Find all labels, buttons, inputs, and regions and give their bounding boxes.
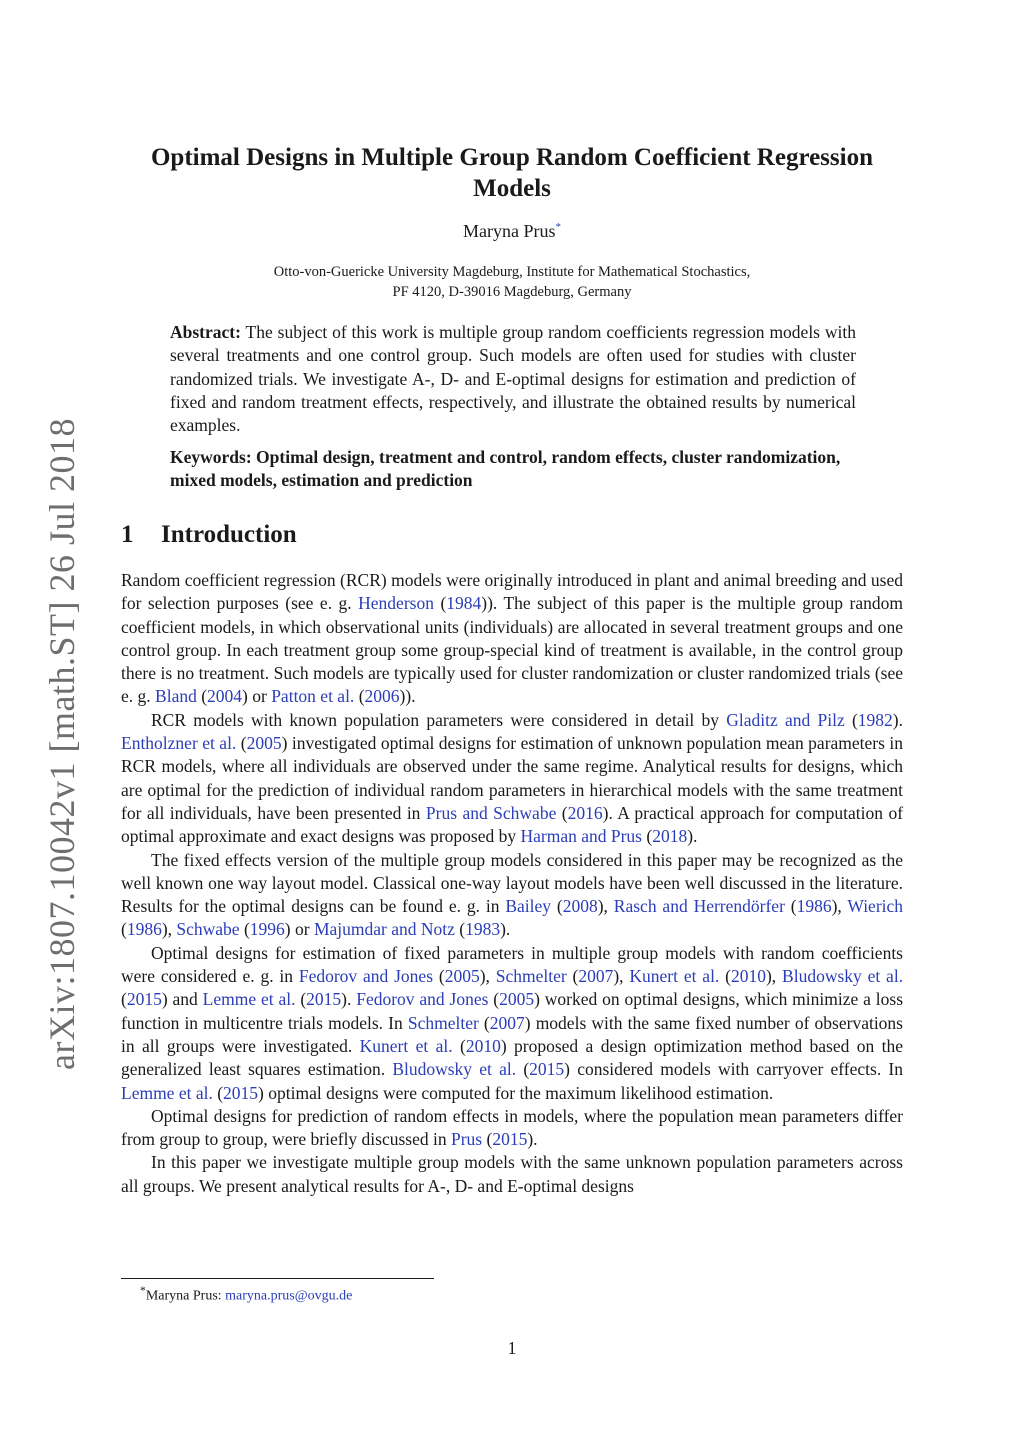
email-link[interactable]: maryna.prus@ovgu.de: [225, 1288, 353, 1304]
citation-link[interactable]: Bludowsky et al.: [392, 1059, 517, 1080]
citation-link[interactable]: Schmelter: [407, 1012, 479, 1033]
citation-link[interactable]: Fedorov and Jones: [298, 966, 434, 987]
paragraph-3: The fixed effects version of the multiple group models considered in this paper may be recognized as the well known one way layout model. Classical one-way layout models have been well discussed in the literature. Results for the optimal designs can be found e. g. in Bailey (2008), Rasch and Herrendörfer (1986), Wierich (1986), Schwabe (1996) or Majumdar and Notz (1983).: [121, 849, 904, 940]
citation-link[interactable]: Schwabe: [176, 919, 240, 940]
footnote-label: Maryna Prus:: [145, 1288, 226, 1304]
paper-title: Optimal Designs in Multiple Group Random Coefficient Regression Models: [150, 144, 873, 202]
citation-link[interactable]: 2010: [730, 966, 766, 987]
citation-link[interactable]: 2015: [529, 1059, 565, 1080]
citation-link[interactable]: 2004: [207, 686, 243, 707]
citation-link[interactable]: 1996: [249, 919, 285, 940]
page-number: 1: [507, 1338, 517, 1358]
citation-link[interactable]: Entholzner et al.: [121, 733, 237, 754]
citation-link[interactable]: 1982: [857, 709, 893, 730]
citation-link[interactable]: 2005: [499, 989, 535, 1010]
citation-link[interactable]: 2006: [364, 686, 400, 707]
citation-link[interactable]: Bland: [155, 686, 197, 707]
citation-link[interactable]: 2015: [223, 1082, 259, 1103]
abstract-label: Abstract:: [170, 322, 241, 342]
author-line: [0, 221, 1024, 242]
footnote: [140, 1284, 352, 1305]
citation-link[interactable]: 2005: [444, 966, 480, 987]
citation-link[interactable]: 2015: [306, 989, 342, 1010]
citation-link[interactable]: Prus: [451, 1129, 483, 1150]
paragraph-5: Optimal designs for prediction of random effects in models, where the population mean parameters differ from group to group, were briefly discussed in Prus (2015).: [121, 1105, 903, 1150]
author-name: Maryna Prus: [463, 221, 556, 241]
citation-link[interactable]: Fedorov and Jones: [356, 989, 489, 1010]
citation-link[interactable]: Gladitz and Pilz: [726, 709, 845, 730]
footnote-rule: [121, 1278, 434, 1279]
citation-link[interactable]: Bludowsky et al.: [782, 966, 904, 987]
citation-link[interactable]: Prus and Schwabe: [425, 802, 557, 823]
citation-link[interactable]: Wierich: [847, 896, 904, 917]
citation-link[interactable]: Rasch and Herrendörfer: [613, 896, 785, 917]
citation-link[interactable]: Majumdar and Notz: [313, 919, 455, 940]
affiliation-line-2: PF 4120, D-39016 Magdeburg, Germany: [392, 284, 632, 300]
citation-link[interactable]: Bailey: [505, 896, 552, 917]
introduction-body: [121, 569, 903, 1198]
citation-link[interactable]: 2007: [578, 966, 614, 987]
citation-link[interactable]: 2016: [567, 802, 603, 823]
abstract-text: The subject of this work is multiple group random coefficients regression models with several treatments and one control group. Such models are often used for studies with cluster randomized trials. We investigate A-, D- and E-optimal designs for estimation and prediction of fixed and random treatment effects, respectively, and illustrate the obtained results by numerical examples.: [170, 322, 856, 436]
citation-link[interactable]: 2010: [465, 1035, 501, 1056]
citation-link[interactable]: Henderson: [358, 593, 434, 614]
citation-link[interactable]: Patton et al.: [271, 686, 355, 707]
citation-link[interactable]: 2015: [126, 989, 162, 1010]
section-heading: [121, 521, 297, 549]
paragraph-2: RCR models with known population parameters were considered in detail by Gladitz and Pilz (1982). Entholzner et al. (2005) investigated optimal designs for estimation of unknown population mean parameters in RCR models, where all individuals are observed under the same regime. Analytical results for designs, which are optimal for the prediction of individual random parameters in hierarchical models with the same treatment for all individuals, have been presented in Prus and Schwabe (2016). A practical approach for computation of optimal approximate and exact designs was proposed by Harman and Prus (2018).: [121, 709, 904, 847]
affiliation: [0, 262, 1024, 302]
citation-link[interactable]: Schmelter: [495, 966, 567, 987]
section-title: Introduction: [161, 521, 297, 548]
citation-link[interactable]: 2015: [492, 1129, 528, 1150]
citation-link[interactable]: Kunert et al.: [359, 1035, 453, 1056]
paragraph-4: Optimal designs for estimation of fixed parameters in multiple group models with random coefficients were considered e. g. in Fedorov and Jones (2005), Schmelter (2007), Kunert et al. (2010), Bludowsky et al. (2015) and Lemme et al. (2015). Fedorov and Jones (2005) worked on optimal designs, which minimize a loss function in multicentre trials models. In Schmelter (2007) models with the same fixed number of observations in all groups were investigated. Kunert et al. (2010) proposed a design optimization method based on the generalized least squares estimation. Bludowsky et al. (2015) considered models with carryover effects. In Lemme et al. (2015) optimal designs were computed for the maximum likelihood estimation.: [121, 942, 904, 1103]
author-footnote-mark[interactable]: *: [555, 221, 561, 233]
citation-link[interactable]: Lemme et al.: [121, 1082, 213, 1103]
citation-link[interactable]: 2018: [652, 826, 688, 847]
citation-link[interactable]: 2005: [246, 733, 282, 754]
citation-link[interactable]: Harman and Prus: [520, 826, 642, 847]
citation-link[interactable]: Lemme et al.: [202, 989, 296, 1010]
footnote-mark: *: [140, 1284, 146, 1297]
affiliation-line-1: Otto-von-Guericke University Magdeburg, Institute for Mathematical Stochastics,: [273, 264, 751, 280]
citation-link[interactable]: 1986: [796, 896, 832, 917]
paragraph-1: Random coefficient regression (RCR) models were originally introduced in plant and animal breeding and used for selection purposes (see e. g. Henderson (1984)). The subject of this paper is the multiple group random coefficient models, in which observational units (individuals) are allocated in several treatment groups and one control group. In each treatment group some group-special kind of treatment is available, in the control group there is no treatment. Such models are typically used for cluster randomization or cluster randomized trials (see e. g. Bland (2004) or Patton et al. (2006)).: [121, 570, 903, 707]
citation-link[interactable]: 1983: [465, 919, 501, 940]
section-number: 1: [121, 521, 134, 548]
abstract: [170, 321, 856, 437]
citation-link[interactable]: 2008: [562, 896, 598, 917]
paragraph-6: In this paper we investigate multiple group models with the same unknown population parameters across all groups. We present analytical results for A-, D- and E-optimal designs: [121, 1152, 903, 1196]
citation-link[interactable]: 2007: [489, 1012, 525, 1033]
citation-link[interactable]: 1986: [126, 919, 162, 940]
keywords: Keywords: Optimal design, treatment and control, random effects, cluster randomization, mixed models, estimation and prediction: [170, 447, 841, 491]
citation-link[interactable]: 1984: [446, 593, 482, 614]
citation-link[interactable]: Kunert et al.: [629, 966, 720, 987]
arxiv-identifier: arXiv:1807.10042v1 [math.ST] 26 Jul 2018: [42, 418, 82, 1070]
